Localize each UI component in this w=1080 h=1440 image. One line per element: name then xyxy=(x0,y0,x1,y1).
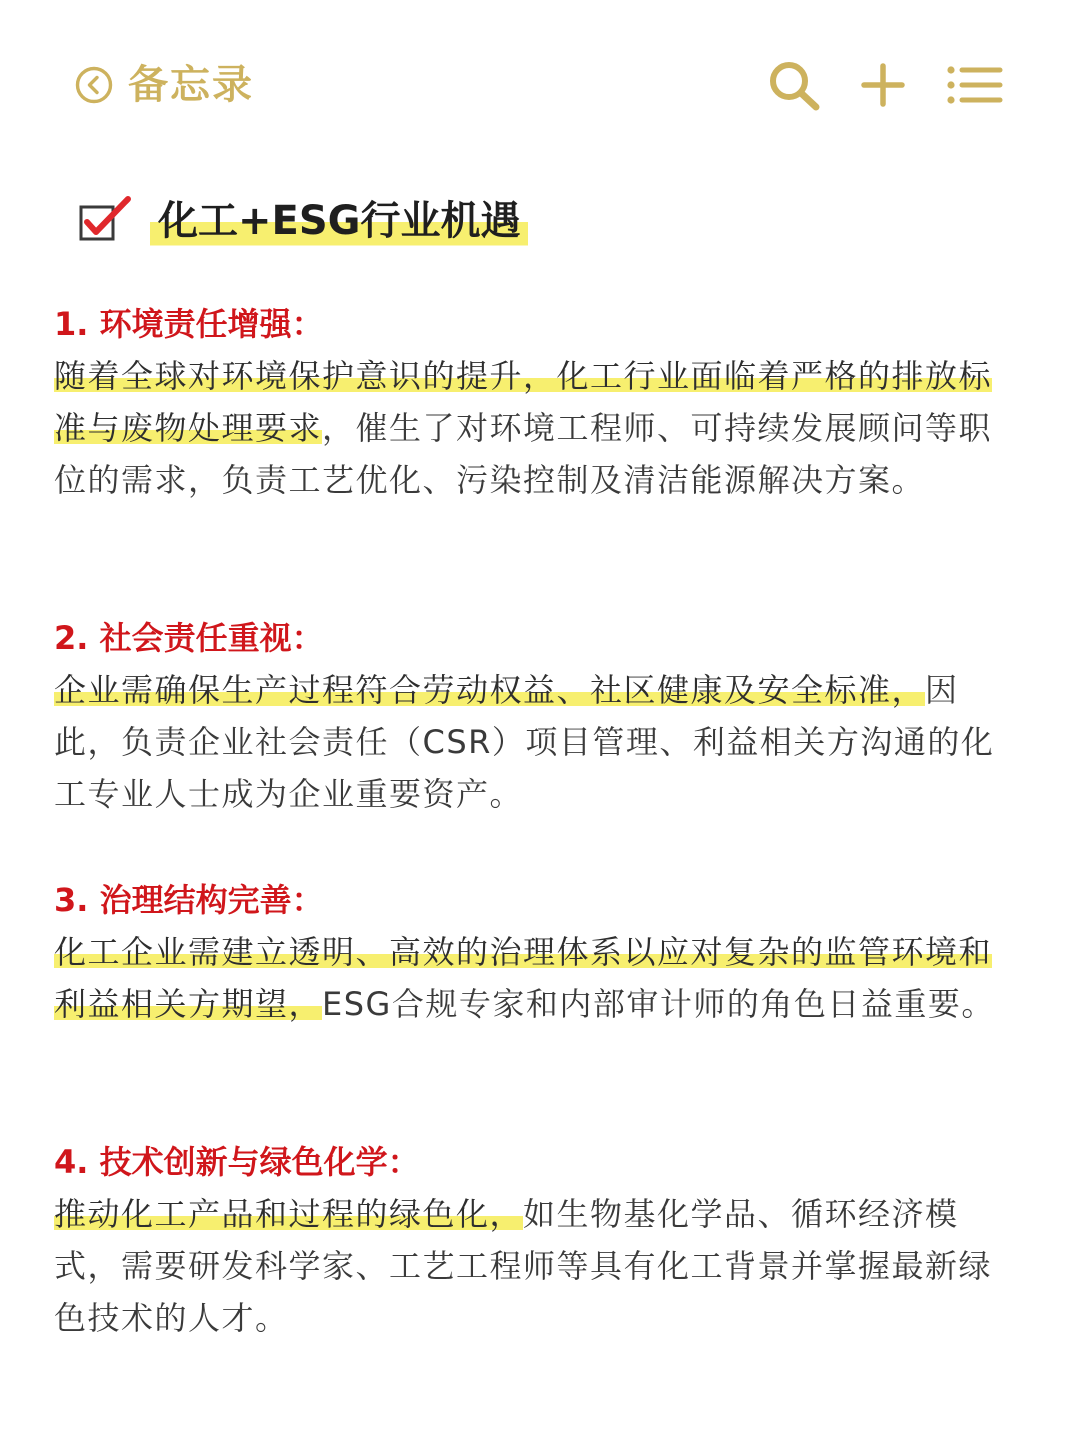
search-icon xyxy=(764,56,826,116)
list-menu-icon xyxy=(942,56,1004,116)
section-governance xyxy=(54,874,1014,1030)
search-button[interactable] xyxy=(764,56,826,116)
highlighted-text: 企业需确保生产过程符合劳动权益、社区健康及安全标准， xyxy=(54,671,926,709)
section-body xyxy=(54,926,1014,1030)
section-body xyxy=(54,664,1014,820)
section-title: 3. 治理结构完善： xyxy=(54,881,324,919)
note-title: 化工+ESG行业机遇 xyxy=(150,192,528,250)
section-title: 4. 技术创新与绿色化学： xyxy=(54,1143,420,1181)
chevron-left-circle-icon xyxy=(74,65,114,105)
checkbox-checked-icon xyxy=(78,193,134,249)
menu-button[interactable] xyxy=(942,56,1004,116)
section-social xyxy=(54,612,1014,820)
add-note-button[interactable] xyxy=(852,56,914,116)
section-green-chemistry xyxy=(54,1136,1014,1344)
section-environment xyxy=(54,298,1014,506)
body-text: 如生物基化学品、循环经济模式，需要研发科学家、工艺工程师等具有化工背景并掌握最新绿色技术的人才。 xyxy=(54,1195,993,1337)
body-text: ，催生了对环境工程师、可持续发展顾问等职位的需求，负责工艺优化、污染控制及清洁能源解决方案。 xyxy=(54,409,993,499)
back-button[interactable] xyxy=(74,60,254,110)
highlighted-text: 化工企业需建立透明、高效的治理体系以应对复杂的监管环境和利益相关方期望， xyxy=(54,933,993,1023)
plus-icon xyxy=(852,56,914,116)
body-text: ESG合规专家和内部审计师的角色日益重要。 xyxy=(322,985,995,1023)
top-bar xyxy=(0,0,1080,170)
section-body xyxy=(54,1188,1014,1344)
section-body xyxy=(54,350,1014,506)
highlighted-text: 随着全球对环境保护意识的提升，化工行业面临着严格的排放标准与废物处理要求 xyxy=(54,357,993,447)
note-heading xyxy=(78,192,528,250)
back-label: 备忘录 xyxy=(128,62,254,108)
section-title: 1. 环境责任增强： xyxy=(54,305,324,343)
section-title: 2. 社会责任重视： xyxy=(54,619,324,657)
highlighted-text: 推动化工产品和过程的绿色化， xyxy=(54,1195,524,1233)
body-text: 因此，负责企业社会责任（CSR）项目管理、利益相关方沟通的化工专业人士成为企业重要资产。 xyxy=(54,671,995,813)
